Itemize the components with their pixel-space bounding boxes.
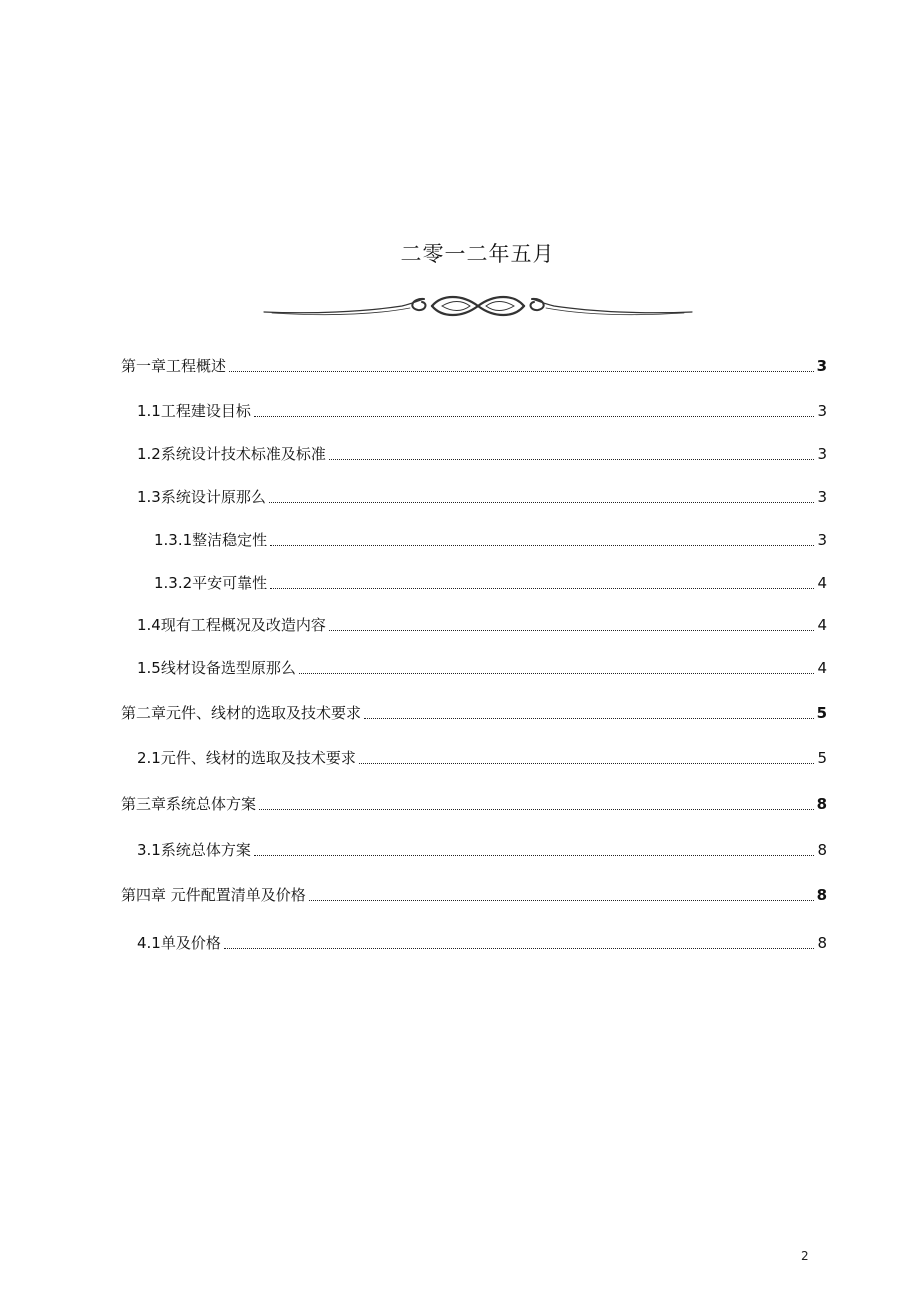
toc-entry-page: 4: [817, 574, 827, 592]
page-number: 2: [801, 1249, 809, 1263]
dot-leader: [224, 948, 815, 949]
toc-entry-page: 3: [816, 357, 827, 375]
dot-leader: [364, 718, 814, 719]
toc-entry-chapter-4[interactable]: [121, 883, 827, 907]
toc-entry-1-3-1[interactable]: [121, 528, 827, 552]
toc-entry-page: 3: [817, 402, 827, 420]
toc-entry-page: 3: [817, 488, 827, 506]
toc-entry-chapter-2[interactable]: [121, 701, 827, 725]
toc-entry-2-1[interactable]: [121, 746, 827, 770]
dot-leader: [269, 502, 815, 503]
toc-entry-label: 3.1系统总体方案: [137, 841, 251, 859]
dot-leader: [309, 900, 814, 901]
dot-leader: [259, 809, 814, 810]
toc-entry-label: 1.3.2平安可靠性: [154, 574, 268, 592]
dot-leader: [254, 416, 815, 417]
toc-entry-page: 5: [816, 704, 827, 722]
toc-entry-1-2[interactable]: [121, 442, 827, 466]
toc-entry-3-1[interactable]: [121, 838, 827, 862]
dot-leader: [270, 545, 814, 546]
toc-entry-page: 8: [816, 795, 827, 813]
toc-entry-page: 8: [816, 886, 827, 904]
date-title: 二零一二年五月: [400, 242, 555, 266]
toc-entry-label: 2.1元件、线材的选取及技术要求: [137, 749, 356, 767]
decorative-flourish-divider: [262, 290, 694, 322]
dot-leader: [329, 459, 815, 460]
toc-entry-chapter-1[interactable]: [121, 354, 827, 378]
toc-entry-1-3-2[interactable]: [121, 571, 827, 595]
dot-leader: [270, 588, 814, 589]
toc-entry-label: 第一章工程概述: [121, 357, 227, 375]
toc-entry-label: 第三章系统总体方案: [121, 795, 257, 813]
toc-entry-label: 第四章 元件配置清单及价格: [121, 886, 306, 904]
toc-entry-label: 4.1单及价格: [137, 934, 221, 952]
toc-entry-label: 1.1工程建设目标: [137, 402, 251, 420]
toc-entry-1-4[interactable]: [121, 613, 827, 637]
toc-entry-page: 4: [817, 659, 827, 677]
dot-leader: [254, 855, 815, 856]
toc-entry-page: 3: [817, 531, 827, 549]
toc-entry-1-1[interactable]: [121, 399, 827, 423]
toc-entry-page: 8: [817, 841, 827, 859]
dot-leader: [329, 630, 815, 631]
toc-entry-page: 5: [817, 749, 827, 767]
toc-entry-4-1[interactable]: [121, 931, 827, 955]
toc-entry-page: 8: [817, 934, 827, 952]
dot-leader: [229, 371, 814, 372]
toc-entry-label: 1.4现有工程概况及改造内容: [137, 616, 326, 634]
toc-entry-page: 3: [817, 445, 827, 463]
toc-entry-page: 4: [817, 616, 827, 634]
toc-entry-label: 第二章元件、线材的选取及技术要求: [121, 704, 362, 722]
toc-entry-label: 1.2系统设计技术标准及标准: [137, 445, 326, 463]
toc-entry-label: 1.5线材设备选型原那么: [137, 659, 296, 677]
toc-entry-label: 1.3系统设计原那么: [137, 488, 266, 506]
toc-entry-chapter-3[interactable]: [121, 792, 827, 816]
toc-entry-label: 1.3.1整洁稳定性: [154, 531, 268, 549]
toc-entry-1-3[interactable]: [121, 485, 827, 509]
dot-leader: [299, 673, 815, 674]
toc-entry-1-5[interactable]: [121, 656, 827, 680]
dot-leader: [359, 763, 815, 764]
